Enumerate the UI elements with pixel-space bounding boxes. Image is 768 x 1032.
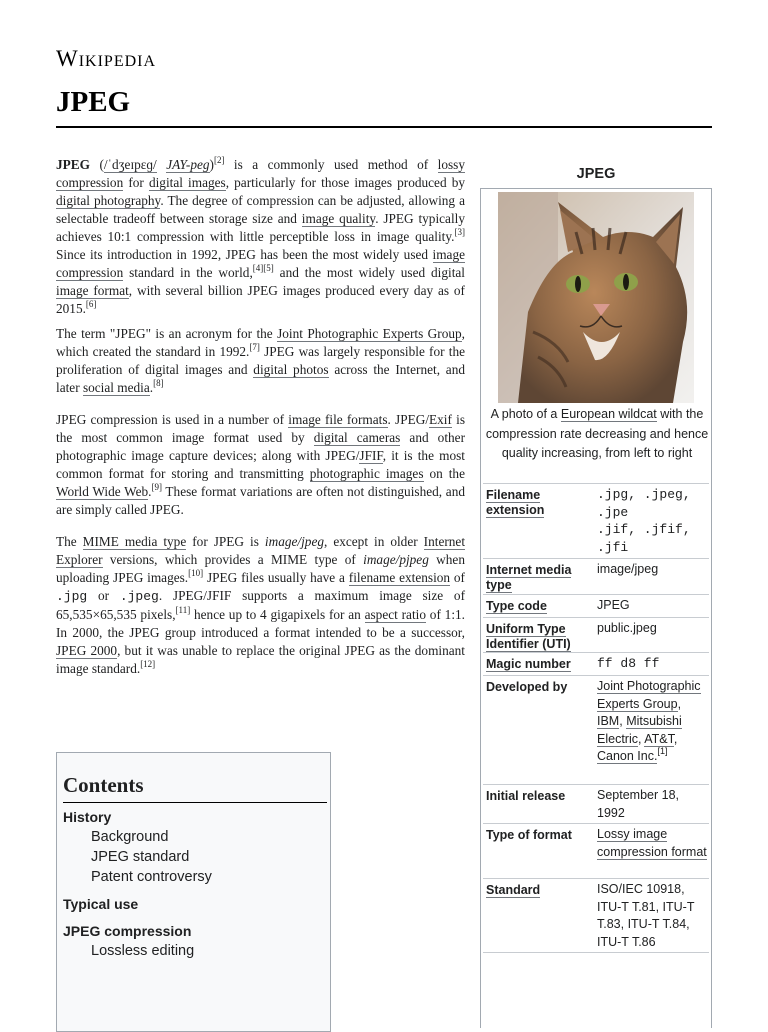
text: is the most common image format used by	[56, 412, 466, 445]
label-type-code[interactable]: Type code	[486, 599, 547, 613]
infobox-row-developed-by	[483, 675, 709, 784]
respelling: JAY-peg	[166, 157, 210, 172]
title-divider	[56, 126, 712, 128]
infobox-label	[486, 599, 588, 614]
text: on the	[423, 466, 465, 481]
text: , particularly for those images produced by	[225, 175, 466, 190]
text: A photo of a	[490, 407, 561, 421]
ref-2[interactable]: [2]	[213, 155, 225, 165]
label-magic-number[interactable]: Magic number	[486, 657, 571, 671]
paragraph-acronym	[56, 325, 465, 397]
link-image-compression[interactable]: image compression	[56, 247, 465, 280]
ref-4[interactable]: [4]	[252, 263, 264, 273]
text: , which created the standard in 1992.	[56, 326, 465, 359]
link-social-media[interactable]: social media	[82, 380, 150, 395]
link-jpeg-group[interactable]: Joint Photographic Experts Group	[597, 679, 701, 711]
link-canon[interactable]: Canon Inc.	[597, 749, 658, 763]
label-filename-extension[interactable]: Filename extension	[486, 488, 545, 517]
text: , it is the most common format for storing and transmitting	[56, 448, 465, 481]
infobox-row-type-code	[483, 594, 709, 617]
paragraph-intro	[56, 156, 465, 318]
ref-1[interactable]: [1]	[657, 746, 668, 756]
paragraph-formats	[56, 411, 465, 519]
page-title: JPEG	[56, 86, 131, 118]
toc-item-jpeg-compression[interactable]: JPEG compression	[63, 923, 192, 939]
value-magic-number: ff d8 ff	[597, 656, 660, 671]
infobox-row-filename	[483, 483, 709, 556]
infobox-label	[486, 563, 588, 593]
separator: ,	[619, 714, 627, 728]
link-exif[interactable]: Exif	[429, 412, 452, 427]
infobox-title: JPEG	[576, 166, 616, 182]
toc-item-typical-use[interactable]: Typical use	[63, 896, 139, 912]
ref-3[interactable]: [3]	[454, 227, 465, 237]
text: . JPEG/	[387, 412, 430, 427]
infobox-row-divider	[483, 952, 709, 954]
toc-item-jpeg-standard[interactable]: JPEG standard	[91, 849, 190, 865]
separator: ,	[637, 731, 645, 746]
text: The	[56, 534, 83, 549]
text: of 1:1. In 2000, the JPEG group introduced a format intended to be a successor,	[56, 607, 465, 640]
image-caption	[485, 405, 709, 464]
text: across the Internet, and later	[56, 362, 466, 395]
label-type-of-format: Type of format	[486, 828, 572, 842]
infobox-row-magic-number	[483, 652, 709, 675]
wildcat-photo[interactable]	[498, 192, 694, 403]
infobox-label	[486, 622, 588, 652]
mime-type: image/jpeg	[264, 534, 324, 549]
link-mitsubishi-electric[interactable]: Mitsubishi Electric	[597, 714, 682, 746]
ipa-link[interactable]: /ˈdʒeɪpɛɡ/	[103, 157, 157, 172]
ref-11[interactable]: [11]	[175, 605, 191, 615]
text: and the most widely used digital	[273, 265, 465, 280]
infobox-row-standard	[483, 878, 709, 951]
infobox-value	[597, 678, 709, 766]
text: of	[450, 570, 465, 585]
link-digital-cameras[interactable]: digital cameras	[313, 430, 401, 445]
link-att[interactable]: AT&T	[644, 731, 674, 746]
text: . JPEG/JFIF supports a maximum image size of 65,535×65,535 pixels,	[56, 588, 465, 622]
link-photographic-images[interactable]: photographic images	[309, 466, 424, 481]
toc-item-background[interactable]: Background	[91, 829, 169, 845]
toc-item-lossless-editing[interactable]: Lossless editing	[91, 943, 195, 959]
link-joint-photographic-experts-group[interactable]: Joint Photographic Experts Group	[277, 326, 462, 341]
ref-5[interactable]: [5]	[263, 263, 274, 273]
value-extensions-1: .jpg, .jpeg, .jpe	[597, 487, 691, 520]
value-extensions-2: .jif, .jfif, .jfi	[597, 522, 691, 555]
text: .	[148, 484, 152, 499]
text: , but it was unable to replace the original JPEG as the dominant image standard.	[56, 643, 465, 676]
infobox-row-initial-release	[483, 784, 709, 823]
toc-title: Contents	[63, 773, 327, 803]
link-internet-explorer[interactable]: Internet Explorer	[56, 534, 466, 567]
text: when uploading JPEG images.	[56, 552, 465, 585]
value-uti: public.jpeg	[597, 621, 657, 635]
separator: ,	[677, 696, 682, 711]
infobox-row-uti	[483, 617, 709, 652]
link-ibm[interactable]: IBM	[597, 714, 620, 728]
text: These format variations are often not distinguished, and are simply called JPEG.	[56, 484, 465, 517]
link-aspect-ratio[interactable]: aspect ratio	[364, 607, 426, 622]
toc-item-patent-controversy[interactable]: Patent controversy	[91, 869, 212, 885]
label-uti[interactable]: Uniform Type Identifier (UTI)	[486, 622, 571, 651]
link-digital-photos[interactable]: digital photos	[253, 362, 329, 377]
text: . The degree of compression can be adjusted, allowing a selectable tradeoff between storage size and	[56, 193, 465, 226]
link-digital-photography[interactable]: digital photography	[56, 193, 161, 208]
text: for JPEG is	[186, 534, 265, 549]
text: hence up to 4 gigapixels for an	[190, 607, 365, 622]
respelling-link[interactable]	[166, 157, 209, 173]
mime-type-pjpeg: image/pjpeg	[363, 552, 429, 567]
link-mime-media-type[interactable]: MIME media type	[82, 534, 187, 549]
link-digital-images[interactable]: digital images	[148, 175, 226, 190]
separator: ,	[673, 731, 678, 746]
text: . JPEG typically achieves 10:1 compression with little perceptible loss in image quality.	[56, 211, 465, 244]
link-image-file-formats[interactable]: image file formats	[288, 412, 388, 427]
text: Since its introduction in 1992, JPEG has been the most widely used	[56, 247, 433, 262]
text: versions, which provides a MIME type of	[102, 552, 364, 567]
term-jpeg: JPEG	[56, 157, 90, 172]
ref-8[interactable]: [8]	[153, 378, 164, 388]
infobox-row-type-of-format	[483, 823, 709, 878]
value-initial-release: September 18, 1992	[597, 788, 679, 820]
link-filename-extension[interactable]: filename extension	[348, 570, 451, 585]
infobox-value	[597, 486, 709, 556]
infobox-row-media-type	[483, 558, 709, 593]
link-european-wildcat[interactable]: European wildcat	[560, 407, 657, 421]
text: JPEG files usually have a	[203, 570, 349, 585]
link-jfif[interactable]: JFIF	[359, 448, 383, 463]
text: with the compression rate decreasing and hence quality increasing, from left to right	[485, 407, 709, 460]
text: (	[89, 157, 104, 172]
ref-6[interactable]: [6]	[85, 299, 97, 309]
label-initial-release: Initial release	[486, 789, 566, 803]
ref-7[interactable]: [7]	[249, 342, 260, 352]
ref-9[interactable]: [9]	[151, 482, 162, 492]
text: , except in older	[324, 534, 424, 549]
toc-item-history[interactable]: History	[63, 809, 112, 825]
link-world-wide-web[interactable]: World Wide Web	[56, 484, 149, 499]
code-jpeg: .jpeg	[119, 589, 159, 604]
table-of-contents	[56, 752, 331, 1032]
paragraph-mime	[56, 533, 465, 678]
code-jpg: .jpg	[56, 589, 88, 604]
text: for	[123, 175, 149, 190]
link-image-quality[interactable]: image quality	[301, 211, 376, 226]
text: and other photographic image capture devices; along with JPEG/	[56, 430, 466, 463]
infobox-label	[486, 488, 588, 518]
link-lossy-compression[interactable]: lossy compression	[56, 157, 465, 190]
text: JPEG compression is used in a number of	[56, 412, 289, 427]
link-image-format[interactable]: image format	[56, 283, 129, 298]
infobox	[480, 188, 712, 1028]
text: )	[209, 157, 214, 172]
text: .	[149, 380, 154, 395]
link-jpeg-2000[interactable]: JPEG 2000	[56, 643, 118, 658]
text: or	[87, 588, 120, 603]
text: is a commonly used method of	[224, 157, 438, 172]
text: JPEG was largely responsible for the proliferation of digital images and	[56, 344, 465, 377]
link-lossy-image-compression-format[interactable]: Lossy image compression format	[597, 827, 707, 859]
infobox-value	[597, 826, 709, 861]
text: standard in the world,	[123, 265, 253, 280]
label-developed-by: Developed by	[486, 680, 568, 694]
infobox-label	[486, 657, 588, 672]
wikipedia-logo[interactable]: Wikipedia	[56, 46, 157, 71]
value-type-code: JPEG	[597, 598, 630, 612]
article-body	[56, 156, 465, 692]
text: , with several billion JPEG images produced every day as of 2015.	[56, 283, 465, 316]
text	[157, 157, 166, 172]
label-internet-media-type[interactable]: Internet media type	[486, 563, 572, 592]
infobox-label	[486, 883, 588, 898]
ref-12[interactable]: [12]	[140, 659, 156, 669]
ref-10[interactable]: [10]	[188, 568, 204, 578]
value-media-type: image/jpeg	[597, 562, 659, 576]
label-standard[interactable]: Standard	[486, 883, 541, 897]
value-standard: ISO/IEC 10918, ITU-T T.81, ITU-T T.83, ITU-T T.84, ITU-T T.86	[597, 882, 695, 949]
text: The term "JPEG" is an acronym for the	[56, 326, 278, 341]
